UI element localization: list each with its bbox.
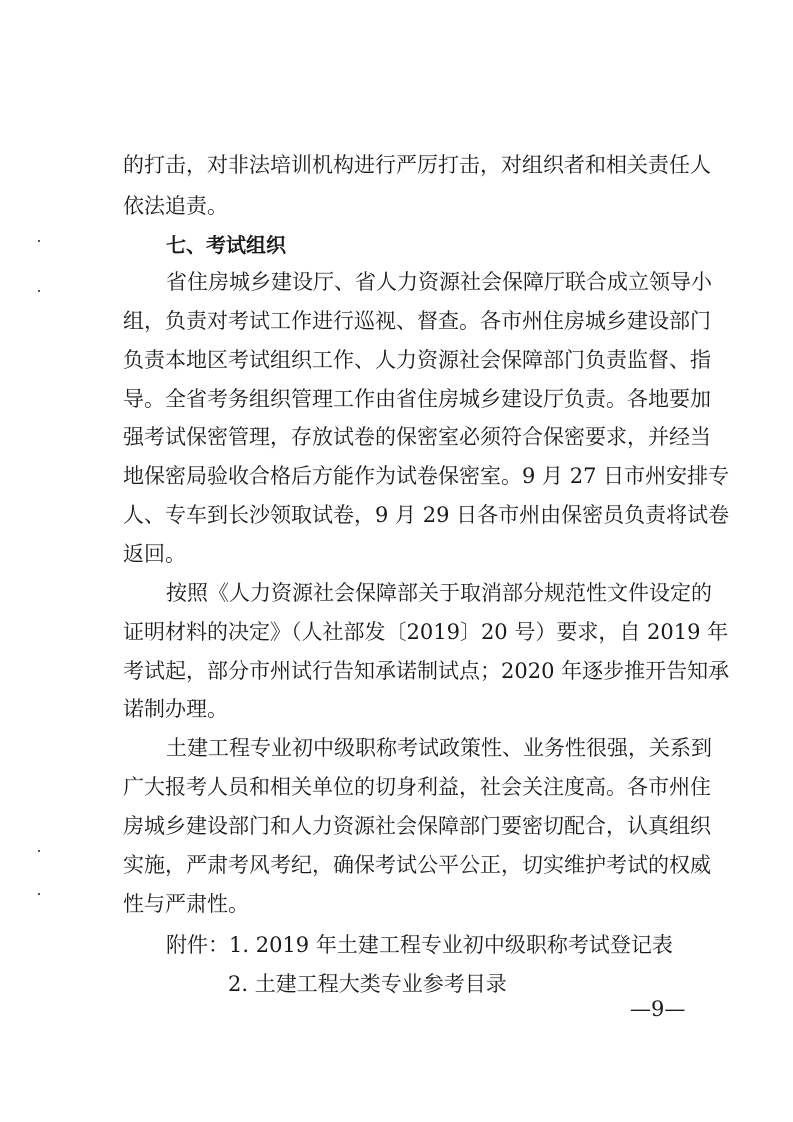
text-line: 土建工程专业初中级职称考试政策性、业务性很强，关系到 (166, 736, 712, 760)
section-heading: 七、考试组织 (166, 233, 286, 257)
text-line: 性与严肃性。 (123, 892, 249, 916)
text-line: 房城乡建设部门和人力资源社会保障部门要密切配合，认真组织 (123, 814, 711, 838)
text-line: 证明材料的决定》（人社部发〔2019〕20 号）要求，自 2019 年 (123, 620, 729, 644)
text-line: 强考试保密管理，存放试卷的保密室必须符合保密要求，并经当 (123, 425, 711, 449)
text-line: 广大报考人员和相关单位的切身利益，社会关注度高。各市州住 (123, 775, 711, 799)
attachment-2: 2. 土建工程大类专业参考目录 (228, 972, 507, 996)
text-line: 导。全省考务组织管理工作由省住房城乡建设厅负责。各地要加 (123, 387, 711, 411)
margin-tick (38, 893, 40, 895)
text-line: 组，负责对考试工作进行巡视、督查。各市州住房城乡建设部门 (123, 309, 711, 333)
text-line: 的打击，对非法培训机构进行严厉打击，对组织者和相关责任人 (123, 153, 711, 177)
text-line: 考试起，部分市州试行告知承诺制试点；2020 年逐步推开告知承 (123, 659, 730, 683)
text-line: 实施，严肃考风考纪，确保考试公平公正，切实维护考试的权威 (123, 853, 711, 877)
text-line: 按照《人力资源社会保障部关于取消部分规范性文件设定的 (166, 581, 712, 605)
text-line: 依法追责。 (123, 194, 228, 218)
margin-tick (38, 240, 40, 242)
text-line: 地保密局验收合格后方能作为试卷保密室。9 月 27 日市州安排专 (123, 464, 730, 488)
text-line: 负责本地区考试组织工作、人力资源社会保障部门负责监督、指 (123, 348, 711, 372)
margin-tick (38, 290, 40, 292)
text-line: 返回。 (123, 542, 186, 566)
margin-tick (38, 850, 40, 852)
text-line: 人、专车到长沙领取试卷，9 月 29 日各市州由保密员负责将试卷 (123, 503, 730, 527)
text-line: 诺制办理。 (123, 697, 228, 721)
text-line: 省住房城乡建设厅、省人力资源社会保障厅联合成立领导小 (166, 270, 712, 294)
page-number: —9— (630, 997, 686, 1021)
attachment-1: 附件：1. 2019 年土建工程专业初中级职称考试登记表 (166, 933, 673, 957)
